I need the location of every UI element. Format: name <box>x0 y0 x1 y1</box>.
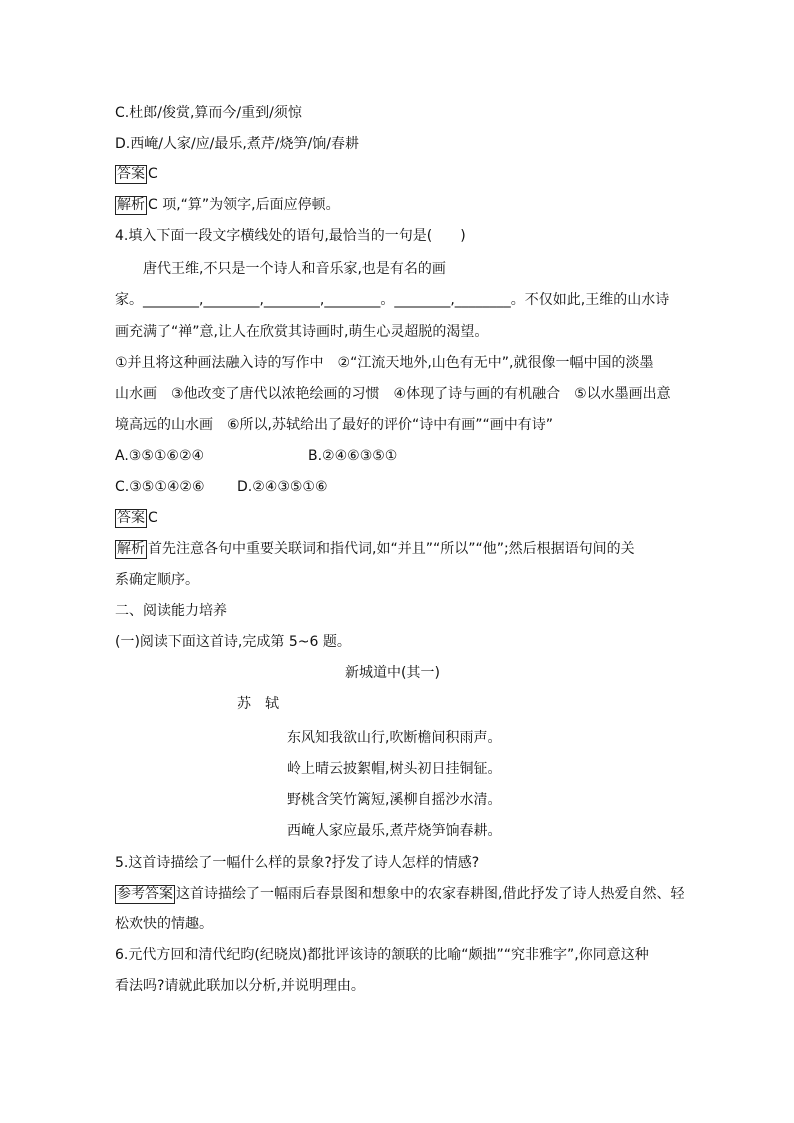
q4-analysis <box>115 539 635 559</box>
section-title: 二、阅读能力培养 <box>115 603 227 619</box>
q4-passage-line-2: 家。________,________,________,________。________,________。不仅如此,王维的山水诗 <box>115 292 670 308</box>
poem-line-2: 岭上晴云披絮帽,树头初日挂铜钲。 <box>287 761 502 777</box>
section-intro: (一)阅读下面这首诗,完成第 5~6 题。 <box>115 634 351 650</box>
q4-items-line-3: 境高远的山水画 ⑥所以,苏轼给出了最好的评价“诗中有画”“画中有诗” <box>115 417 554 433</box>
answer-tag: 答案 <box>117 510 145 526</box>
q4-option-c: C.③⑤①④②⑥ <box>115 479 205 495</box>
poem-title: 新城道中(其一) <box>345 665 440 681</box>
answer-tag: 答案 <box>117 166 145 182</box>
q3-option-d: D.西崦/人家/应/最乐,煮芹/烧笋/饷/春耕 <box>115 136 359 152</box>
q5-stem: 5.这首诗描绘了一幅什么样的景象?抒发了诗人怎样的情感? <box>115 855 480 871</box>
poem-line-4: 西崦人家应最乐,煮芹烧笋饷春耕。 <box>287 823 502 839</box>
q3-answer <box>115 164 158 184</box>
reference-answer-text: 这首诗描绘了一幅雨后春景图和想象中的农家春耕图,借此抒发了诗人热爱自然、轻 <box>176 886 685 902</box>
q5-answer-line-2: 松欢快的情趣。 <box>115 916 213 932</box>
q4-items-line-1: ①并且将这种画法融入诗的写作中 ②“江流天地外,山色有无中”,就很像一幅中国的淡墨 <box>115 355 654 371</box>
q4-items-line-2: 山水画 ③他改变了唐代以浓艳绘画的习惯 ④体现了诗与画的有机融合 ⑤以水墨画出意 <box>115 386 671 402</box>
q3-option-c: C.杜郎/俊赏,算而今/重到/须惊 <box>115 105 302 121</box>
answer-text: C <box>148 166 158 182</box>
reference-answer-tag: 参考答案 <box>117 886 173 902</box>
poem-line-1: 东风知我欲山行,吹断檐间积雨声。 <box>287 730 502 746</box>
q4-passage-line-3: 画充满了“禅”意,让人在欣赏其诗画时,萌生心灵超脱的渴望。 <box>115 324 489 340</box>
q6-stem-line-1: 6.元代方回和清代纪昀(纪晓岚)都批评该诗的颔联的比喻“颇拙”“究非雅字”,你同意这种 <box>115 947 649 963</box>
analysis-tag: 解析 <box>117 197 145 213</box>
analysis-text: C 项,“算”为领字,后面应停顿。 <box>148 197 340 213</box>
q4-option-b: B.②④⑥③⑤① <box>308 448 398 464</box>
q4-option-d: D.②④③⑤①⑥ <box>237 479 328 495</box>
q4-answer <box>115 508 158 528</box>
analysis-text: 首先注意各句中重要关联词和指代词,如“并且”“所以”“他”;然后根据语句间的关 <box>148 541 635 557</box>
q4-passage-line-1: 唐代王维,不只是一个诗人和音乐家,也是有名的画 <box>143 261 446 277</box>
poem-line-3: 野桃含笑竹篱短,溪柳自摇沙水清。 <box>287 792 502 808</box>
q4-analysis-line-2: 系确定顺序。 <box>115 572 199 588</box>
answer-text: C <box>148 510 158 526</box>
q4-option-a: A.③⑤①⑥②④ <box>115 448 205 464</box>
q6-stem-line-2: 看法吗?请就此联加以分析,并说明理由。 <box>115 978 365 994</box>
analysis-tag: 解析 <box>117 541 145 557</box>
q5-answer <box>115 884 684 904</box>
q3-analysis <box>115 195 340 215</box>
poem-author: 苏 轼 <box>237 696 279 712</box>
q4-stem: 4.填入下面一段文字横线处的语句,最恰当的一句是( ) <box>115 228 466 244</box>
